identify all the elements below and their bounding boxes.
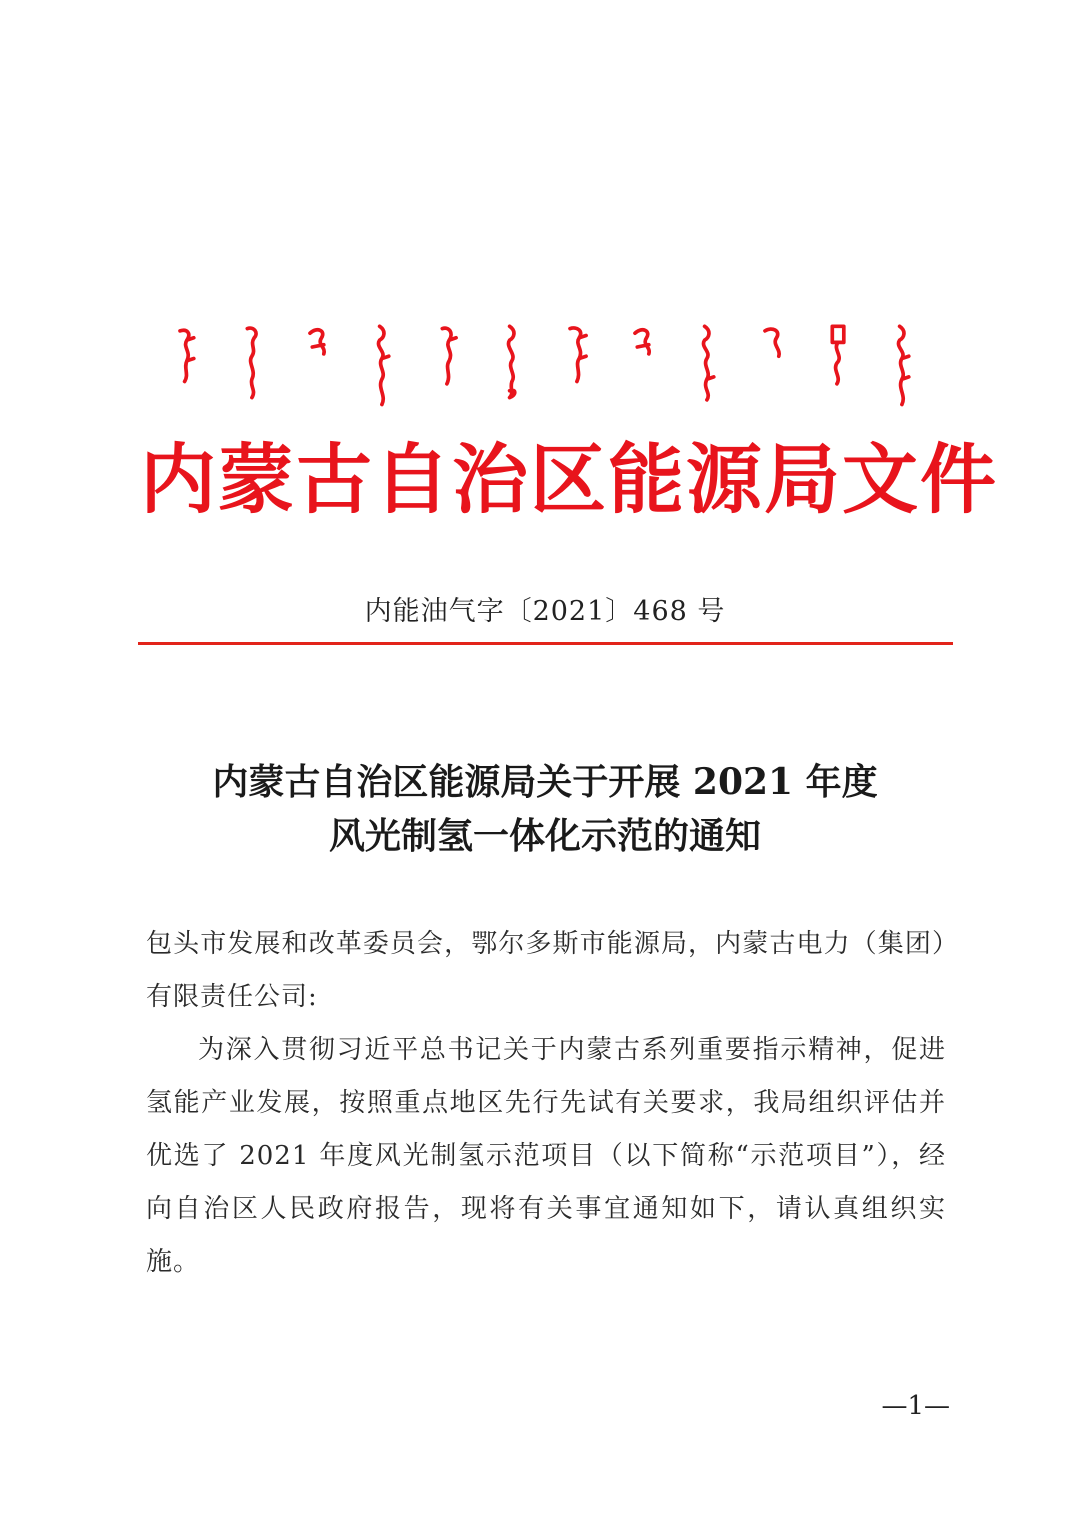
body-paragraph: 为深入贯彻习近平总书记关于内蒙古系列重要指示精神，促进氢能产业发展，按照重点地区先行先试有关要求，我局组织评估并优选了 2021 年度风光制氢示范项目（以下简称“示范项目”），经向自治区人民政府报告，现将有关事宜通知如下，请认真组织实施。 bbox=[146, 1035, 946, 1277]
mongolian-glyph-stroke bbox=[765, 329, 779, 356]
document-title-line-1: 内蒙古自治区能源局关于开展 2021 年度 bbox=[212, 761, 878, 803]
mongolian-glyph-column bbox=[635, 330, 649, 354]
mongolian-glyph-stroke bbox=[247, 328, 256, 397]
mongolian-glyph-column bbox=[765, 329, 779, 356]
mongolian-glyph-stroke bbox=[442, 328, 456, 384]
mongolian-glyph-stroke bbox=[703, 326, 713, 400]
red-divider-line bbox=[138, 642, 953, 645]
mongolian-glyph-column bbox=[247, 328, 256, 397]
mongolian-glyph-stroke bbox=[570, 328, 586, 381]
mongolian-glyph-stroke bbox=[378, 326, 388, 404]
mongolian-glyph-column bbox=[570, 328, 586, 381]
document-number: 内能油气字〔2021〕468 号 bbox=[364, 596, 726, 627]
mongolian-glyph-column bbox=[442, 328, 456, 384]
document-title-line-2: 风光制氢一体化示范的通知 bbox=[328, 815, 761, 857]
mongolian-glyph-stroke bbox=[180, 330, 194, 381]
mongolian-glyph-stroke bbox=[832, 326, 844, 384]
mongolian-glyph-column bbox=[832, 326, 844, 384]
page-number: —1— bbox=[881, 1391, 950, 1421]
mongolian-glyph-column bbox=[898, 326, 908, 404]
mongolian-script-graphic bbox=[160, 318, 930, 410]
mongolian-glyph-stroke bbox=[310, 330, 324, 354]
mongolian-glyph-column bbox=[508, 326, 514, 397]
mongolian-glyph-column bbox=[703, 326, 713, 400]
mongolian-script-header bbox=[160, 318, 930, 410]
addressee-paragraph: 包头市发展和改革委员会，鄂尔多斯市能源局，内蒙古电力（集团）有限责任公司: bbox=[146, 929, 946, 1012]
mongolian-glyph-column bbox=[378, 326, 388, 404]
document-body bbox=[146, 918, 946, 1289]
mongolian-glyph-column bbox=[310, 330, 324, 354]
mongolian-glyph-column bbox=[180, 330, 194, 381]
mongolian-glyph-stroke bbox=[635, 330, 649, 354]
document-title bbox=[140, 755, 950, 863]
mongolian-glyph-stroke bbox=[898, 326, 908, 404]
masthead-title: 内蒙古自治区能源局文件 bbox=[140, 435, 998, 524]
mongolian-glyph-stroke bbox=[508, 326, 514, 397]
